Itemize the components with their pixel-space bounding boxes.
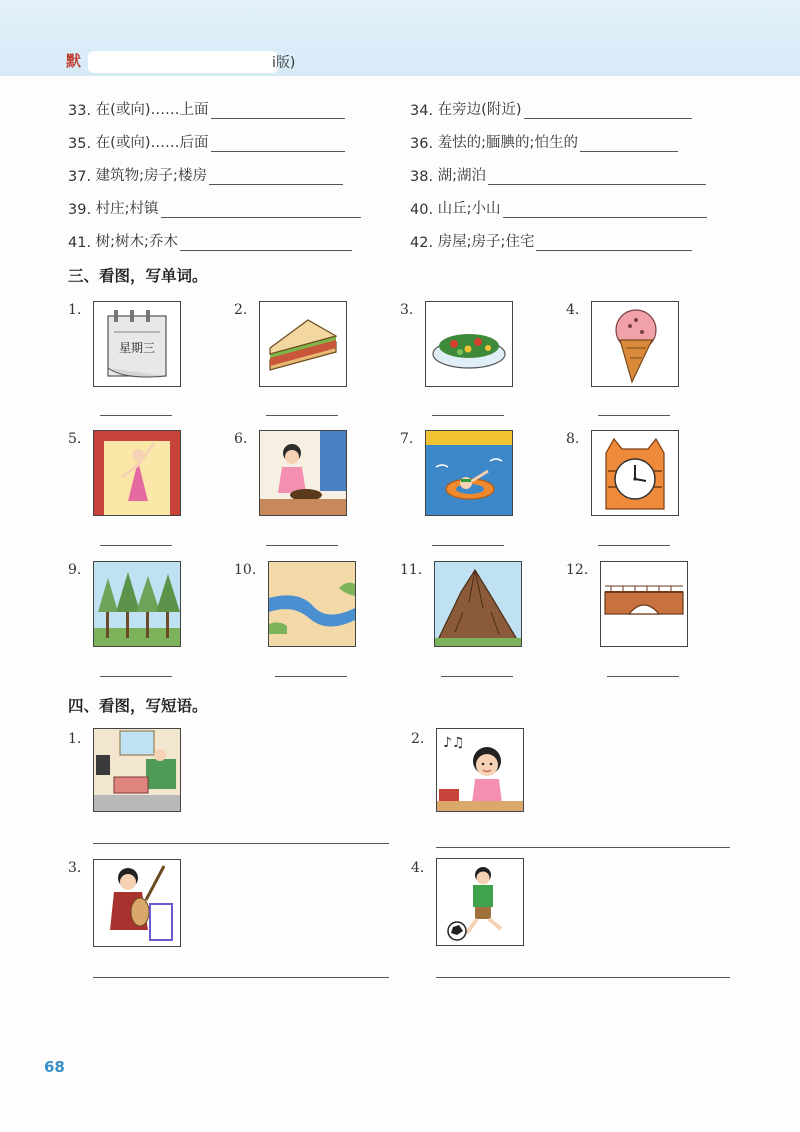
answer-blank[interactable] <box>503 201 707 218</box>
vocab-item-37: 37. 建筑物;房子;楼房 <box>68 164 343 185</box>
section-3-heading: 三、看图，写单词。 <box>68 267 208 285</box>
item-number: 5. <box>68 431 82 447</box>
answer-blank[interactable] <box>580 135 678 152</box>
svg-text:星期三: 星期三 <box>118 341 156 355</box>
dancer-picture <box>93 430 181 516</box>
mountain-picture <box>434 561 522 647</box>
item-number: 9. <box>68 562 82 578</box>
answer-line[interactable] <box>266 545 338 546</box>
answer-line[interactable] <box>100 676 172 677</box>
answer-blank[interactable] <box>488 168 706 185</box>
vocab-item-41: 41. 树;树木;乔木 <box>68 230 352 251</box>
answer-line[interactable] <box>436 847 730 848</box>
item-number: 3. <box>68 860 82 876</box>
answer-line[interactable] <box>432 545 504 546</box>
forest-picture <box>93 561 181 647</box>
item-number: 11. <box>400 562 423 578</box>
answer-line[interactable] <box>598 415 670 416</box>
calendar-picture <box>93 301 181 387</box>
vocab-item-38: 38. 湖;湖泊 <box>410 164 706 185</box>
answer-line[interactable] <box>100 545 172 546</box>
playing-football-picture <box>436 858 524 946</box>
salad-picture <box>425 301 513 387</box>
svg-text:♪♫: ♪♫ <box>443 735 465 751</box>
header-edition: ⅰ版) <box>272 55 296 71</box>
item-number: 6. <box>234 431 248 447</box>
answer-line[interactable] <box>432 415 504 416</box>
answer-line[interactable] <box>441 676 513 677</box>
item-number: 4. <box>411 860 425 876</box>
answer-blank[interactable] <box>536 234 692 251</box>
item-number: 12. <box>566 562 589 578</box>
answer-line[interactable] <box>607 676 679 677</box>
header-title: 默 <box>66 52 82 70</box>
answer-blank[interactable] <box>180 234 352 251</box>
page-number: 68 <box>44 1058 65 1076</box>
item-number: 2. <box>234 302 248 318</box>
vocab-item-40: 40. 山丘;小山 <box>410 197 707 218</box>
item-number: 10. <box>234 562 257 578</box>
section-4-heading: 四、看图，写短语。 <box>68 697 208 715</box>
watching-tv-picture <box>93 728 181 812</box>
answer-line[interactable] <box>266 415 338 416</box>
vocab-item-39: 39. 村庄;村镇 <box>68 197 361 218</box>
listening-to-music-picture <box>436 728 524 812</box>
answer-line[interactable] <box>436 977 730 978</box>
bridge-picture <box>600 561 688 647</box>
answer-blank[interactable] <box>209 168 343 185</box>
vocab-item-33: 33. 在(或向)……上面 <box>68 98 345 119</box>
answer-blank[interactable] <box>211 102 345 119</box>
playing-pipa-picture <box>93 859 181 947</box>
sandwich-picture <box>259 301 347 387</box>
item-number: 7. <box>400 431 414 447</box>
answer-line[interactable] <box>93 843 389 844</box>
vocab-item-34: 34. 在旁边(附近) <box>410 98 692 119</box>
answer-blank[interactable] <box>524 102 692 119</box>
answer-blank[interactable] <box>161 201 361 218</box>
vocab-item-35: 35. 在(或向)……后面 <box>68 131 345 152</box>
answer-line[interactable] <box>100 415 172 416</box>
item-number: 1. <box>68 731 82 747</box>
item-number: 2. <box>411 731 425 747</box>
answer-line[interactable] <box>598 545 670 546</box>
item-number: 1. <box>68 302 82 318</box>
item-number: 8. <box>566 431 580 447</box>
answer-line[interactable] <box>93 977 389 978</box>
river-picture <box>268 561 356 647</box>
item-number: 4. <box>566 302 580 318</box>
swimming-picture <box>425 430 513 516</box>
cooking-picture <box>259 430 347 516</box>
header-blank <box>88 51 278 73</box>
ice-cream-picture <box>591 301 679 387</box>
clock-picture <box>591 430 679 516</box>
item-number: 3. <box>400 302 414 318</box>
vocab-item-36: 36. 羞怯的;腼腆的;怕生的 <box>410 131 678 152</box>
answer-line[interactable] <box>275 676 347 677</box>
vocab-item-42: 42. 房屋;房子;住宅 <box>410 230 692 251</box>
answer-blank[interactable] <box>211 135 345 152</box>
